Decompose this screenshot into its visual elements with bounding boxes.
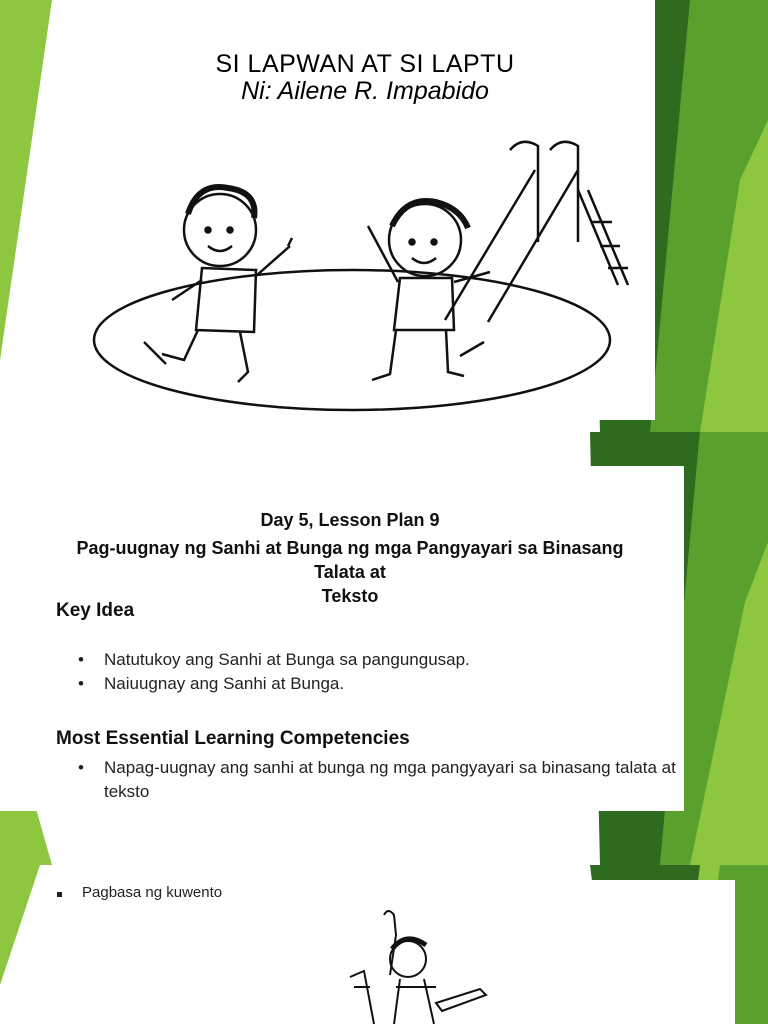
slide-1 — [0, 0, 768, 432]
lesson-topic — [60, 536, 640, 608]
square-bullet-icon — [57, 892, 62, 897]
competency-line-1: Napag-uugnay ang sanhi at bunga ng mga pangyayari sa binasang talata at — [104, 758, 676, 777]
lesson-topic-line-2: Teksto — [321, 586, 379, 606]
list-item — [78, 756, 676, 804]
list-item: • Naiuugnay ang Sanhi at Bunga. — [78, 672, 470, 696]
competency-line-2: teksto — [104, 782, 150, 801]
story-author: Ni: Ailene R. Impabido — [241, 77, 489, 105]
story-title: SI LAPWAN AT SI LAPTU — [215, 50, 515, 78]
key-idea-list — [78, 648, 470, 696]
two-kids-playground-illustration — [80, 130, 640, 420]
slide-2 — [0, 432, 768, 865]
competency-heading: Most Essential Learning Competencies — [56, 728, 410, 749]
lesson-topic-line-1: Pag-uugnay ng Sanhi at Bunga ng mga Pangyayari sa Binasang Talata at — [76, 538, 624, 582]
reading-bullet-text: Pagbasa ng kuwento — [82, 884, 223, 901]
list-item: • Natutukoy ang Sanhi at Bunga sa pangungusap. — [78, 648, 470, 672]
slide-3 — [0, 865, 768, 1024]
competency-list — [78, 756, 676, 804]
lesson-heading: Day 5, Lesson Plan 9 — [260, 510, 440, 530]
key-idea-heading: Key Idea — [56, 600, 135, 621]
boy-raising-hand-illustration — [340, 907, 500, 1024]
